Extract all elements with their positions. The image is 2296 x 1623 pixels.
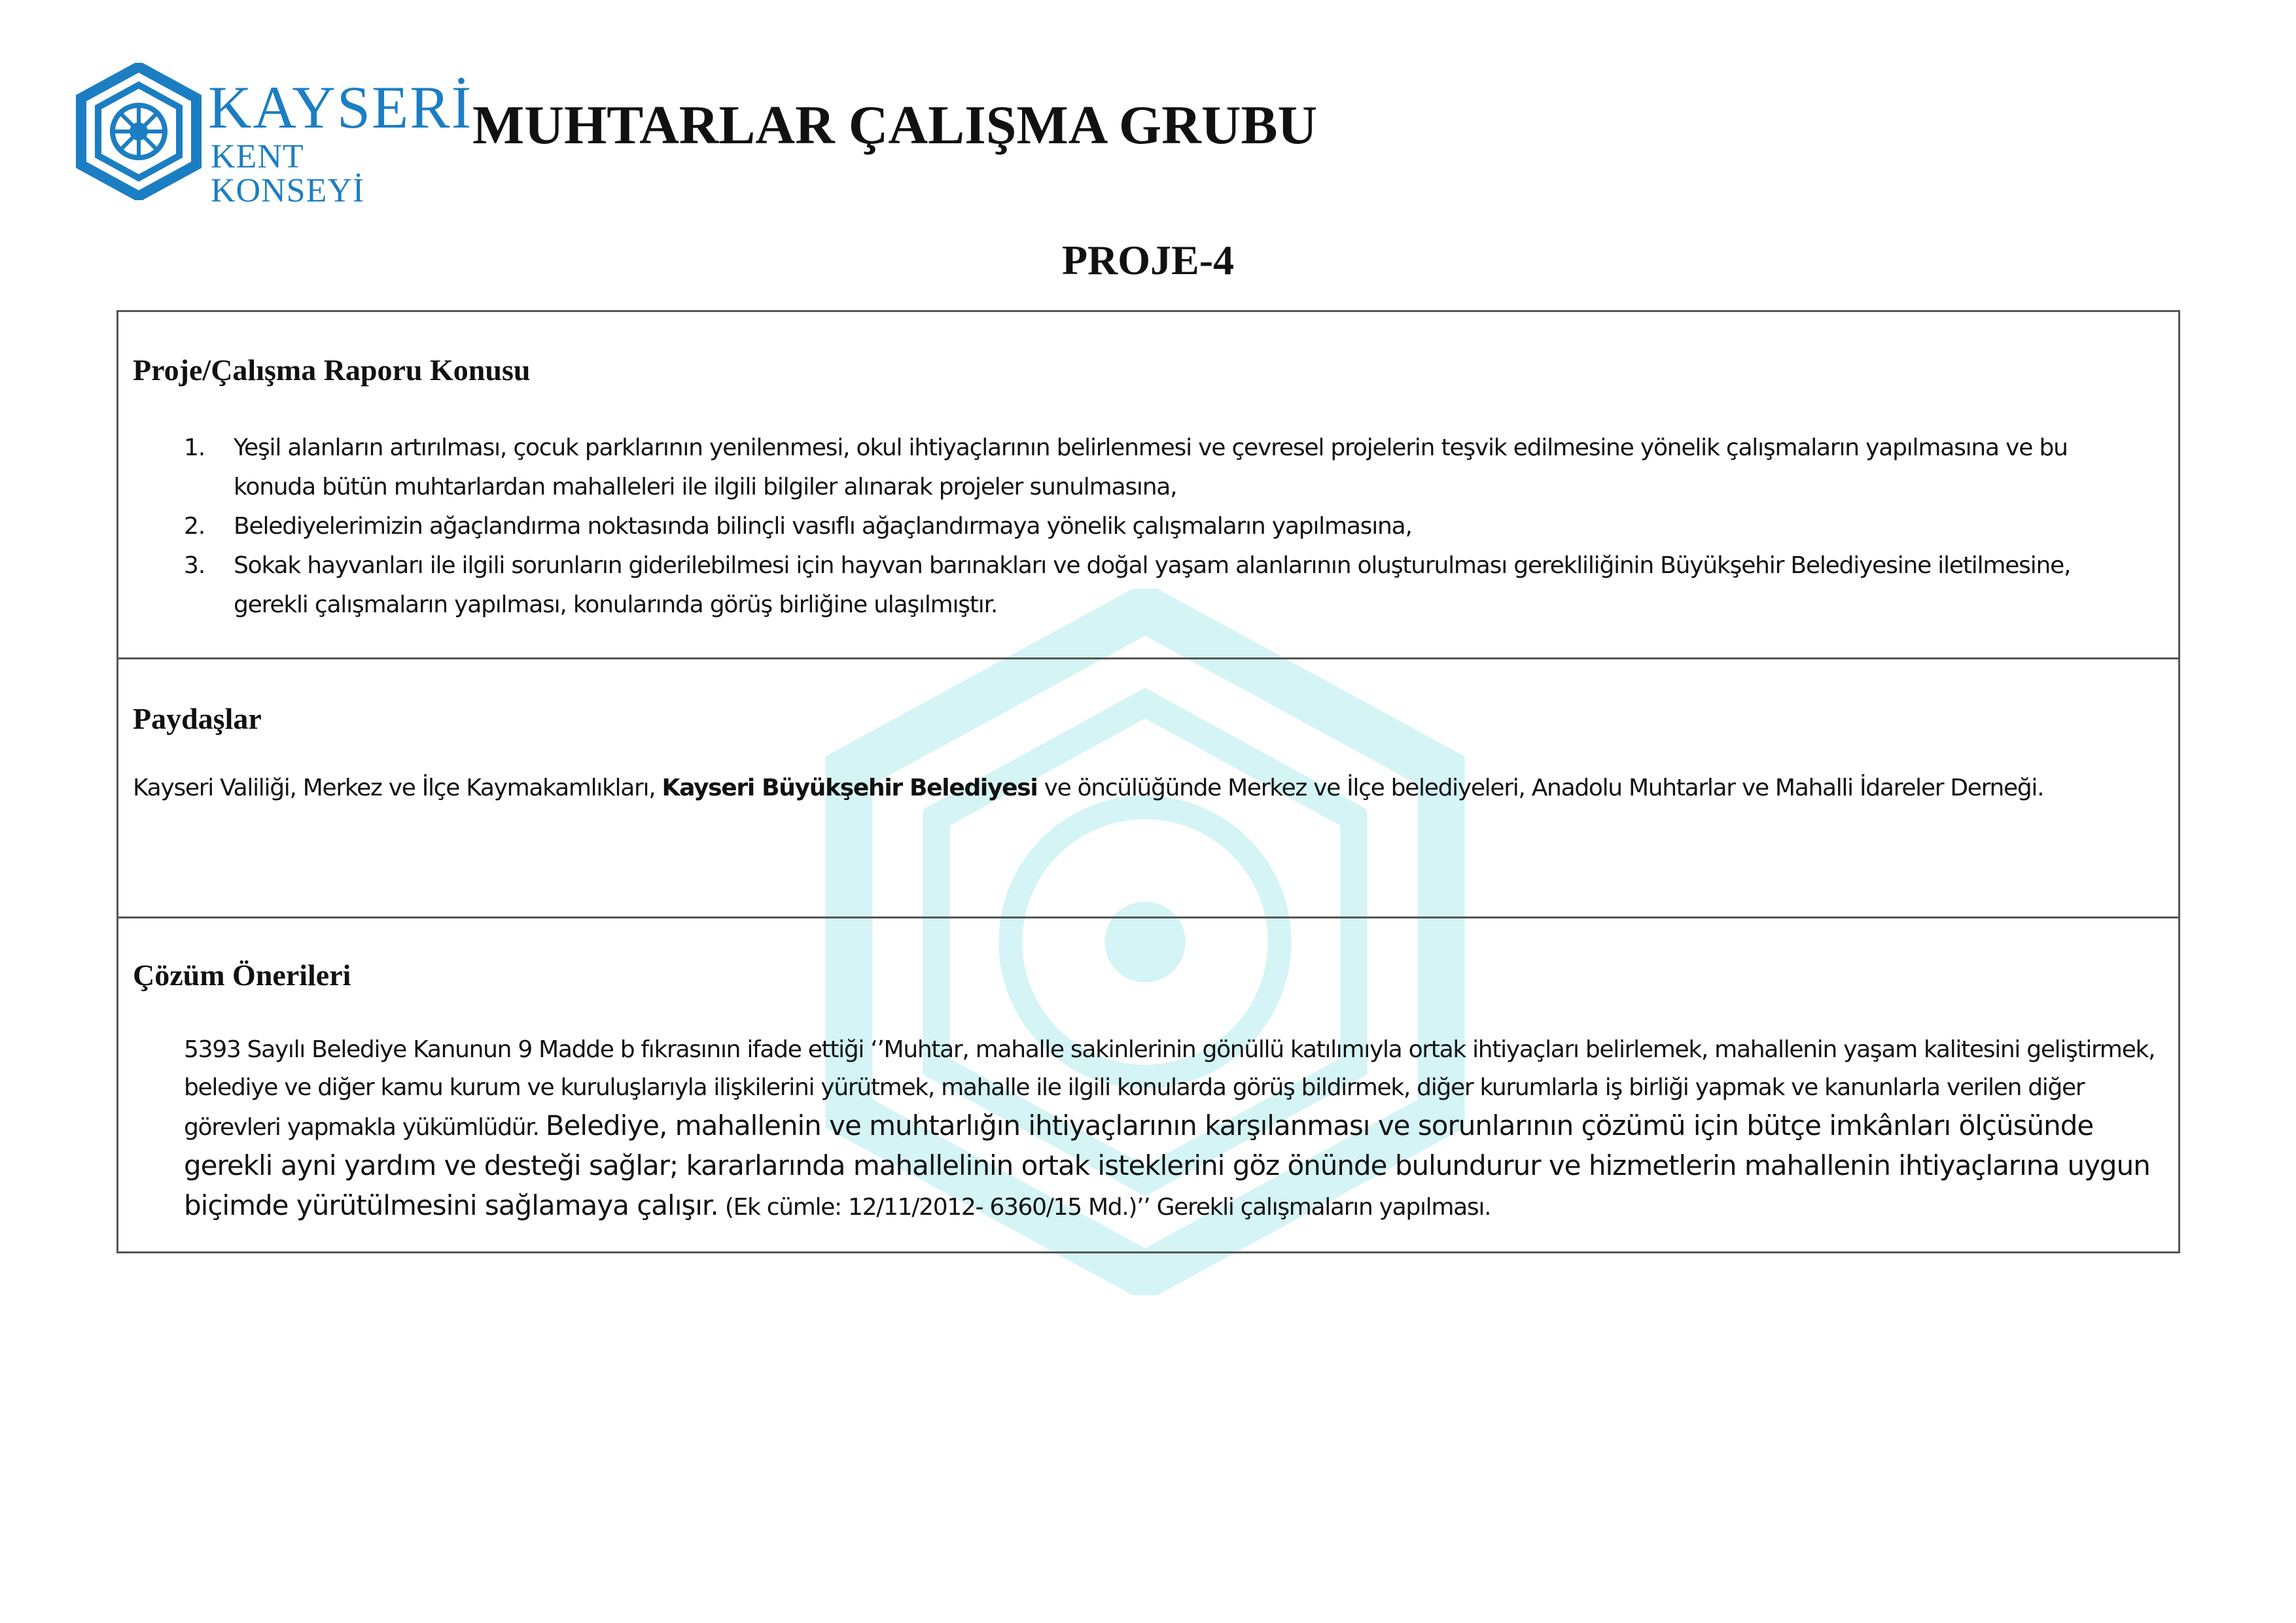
topic-list bbox=[184, 428, 2147, 625]
topic-section bbox=[118, 312, 2178, 657]
list-item-text: Sokak hayvanları ile ilgili sorunların giderilebilmesi için hayvan barınakları ve doğal yaşam alanlarının oluşturulması gerekliliğinin Büyükşehir Belediyesine iletilmesine, gerekli çalışmaların yapılması, konularında görüş birliğine ulaşılmıştır. bbox=[234, 552, 2071, 618]
solutions-text-part3: (Ek cümle: 12/11/2012- 6360/15 Md.)’’ Gerekli çalışmaların yapılması. bbox=[718, 1194, 1491, 1221]
kent-konseyi-logo bbox=[73, 63, 473, 209]
solutions-text-part2: Belediye, mahallenin ve muhtarlığın ihtiyaçlarının karşılanması ve sorunlarının çözümü için bütçe imkânları ölçüsünde gerekli ayni yardım ve desteği sağlar; kararlarında mahallelinin ortak isteklerini göz önünde bulundurur ve hizmetlerin mahallenin ihtiyaçlarına uygun biçimde yürütülmesini sağlamaya çalışır. bbox=[184, 1109, 2150, 1221]
stakeholders-text-bold: Kayseri Büyükşehir Belediyesi bbox=[662, 775, 1038, 801]
hexagon-logo-icon bbox=[73, 63, 204, 200]
list-item-number: 2. bbox=[184, 513, 205, 540]
solutions-heading: Çözüm Önerileri bbox=[133, 958, 351, 992]
list-item-number: 1. bbox=[184, 434, 205, 461]
list-item-number: 3. bbox=[184, 552, 205, 579]
stakeholders-text bbox=[133, 769, 2161, 807]
topic-heading: Proje/Çalışma Raporu Konusu bbox=[133, 353, 531, 387]
stakeholders-text-after: ve öncülüğünde Merkez ve İlçe belediyeleri, Anadolu Muhtarlar ve Mahalli İdareler Derneği. bbox=[1037, 775, 2044, 801]
logo-line-2: KENT KONSEYİ bbox=[211, 138, 365, 209]
logo-line-1: KAYSERİ bbox=[208, 74, 473, 141]
project-title: PROJE-4 bbox=[1061, 237, 1235, 283]
stakeholders-section bbox=[118, 657, 2178, 916]
solutions-section bbox=[118, 916, 2178, 1255]
list-item bbox=[184, 428, 2147, 507]
report-table bbox=[116, 310, 2180, 1253]
stakeholders-heading: Paydaşlar bbox=[133, 702, 262, 735]
list-item-text: Belediyelerimizin ağaçlandırma noktasında bilinçli vasıflı ağaçlandırmaya yönelik çalışmaların yapılmasına, bbox=[234, 513, 1412, 540]
group-title: MUHTARLAR ÇALIŞMA GRUBU bbox=[472, 95, 1318, 156]
solutions-text bbox=[184, 1031, 2160, 1227]
stakeholders-text-before: Kayseri Valiliği, Merkez ve İlçe Kaymakamlıkları, bbox=[133, 775, 662, 801]
list-item-text: Yeşil alanların artırılması, çocuk parklarının yenilenmesi, okul ihtiyaçlarının belirlenmesi ve çevresel projelerin teşvik edilmesine yönelik çalışmaların yapılmasına ve bu konuda bütün muhtarlardan mahalleleri ile ilgili bilgiler alınarak projeler sunulmasına, bbox=[234, 434, 2068, 500]
list-item bbox=[184, 546, 2147, 625]
solutions-text-part1: 5393 Sayılı Belediye Kanunun 9 Madde b fıkrasının ifade ettiği ‘’Muhtar, mahalle sakinlerinin gönüllü katılımıyla ortak ihtiyaçları belirlemek, mahallenin yaşam kalitesini geliştirmek, belediye ve diğer kamu kurum ve kuruluşlarıyla ilişkilerini yürütmek, mahalle ile ilgili konularda görüş bildirmek, diğer kurumlarla iş birliği yapmak ve kanunlarla verilen diğer görevleri yapmakla yükümlüdür. bbox=[184, 1036, 2155, 1141]
list-item bbox=[184, 507, 2147, 546]
